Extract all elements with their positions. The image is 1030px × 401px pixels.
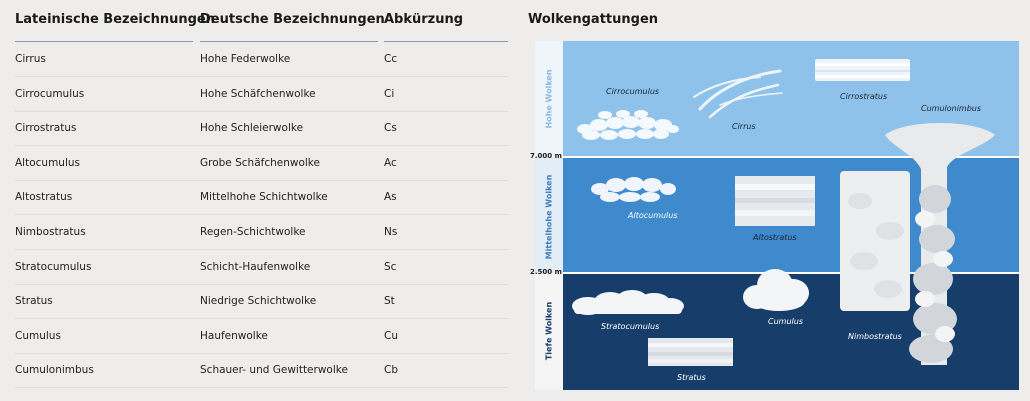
cell-latin: Altostratus — [15, 191, 73, 203]
header-underline — [15, 41, 193, 42]
cell-latin: Altocumulus — [15, 157, 80, 169]
nimbostratus-cloud-icon — [840, 171, 910, 311]
cell-german: Niedrige Schichtwolke — [200, 295, 317, 307]
stratocumulus-cloud-icon — [570, 288, 685, 316]
cell-abbreviation: St — [384, 295, 395, 307]
cell-german: Regen-Schichtwolke — [200, 226, 306, 238]
row-divider — [15, 249, 508, 250]
label-altostratus: Altostratus — [753, 233, 797, 242]
cell-abbreviation: Cc — [384, 53, 398, 65]
cell-latin: Nimbostratus — [15, 226, 86, 238]
label-cirrocumulus: Cirrocumulus — [606, 87, 660, 96]
cell-latin: Cumulus — [15, 330, 61, 342]
row-divider — [15, 214, 508, 215]
cell-abbreviation: Cb — [384, 364, 398, 376]
header-latin: Lateinische Bezeichnungen — [15, 12, 215, 27]
stratus-cloud-icon — [648, 338, 733, 366]
label-cumulus: Cumulus — [768, 317, 803, 326]
cell-german: Mittelhohe Schichtwolke — [200, 191, 328, 203]
altocumulus-cloud-icon — [590, 173, 676, 205]
cell-abbreviation: Sc — [384, 261, 397, 273]
altitude-label-upper: 7.000 m — [530, 152, 562, 160]
row-divider — [15, 387, 508, 388]
cell-german: Haufenwolke — [200, 330, 268, 342]
row-divider — [15, 180, 508, 181]
label-altocumulus: Altocumulus — [628, 211, 678, 220]
cell-abbreviation: Ac — [384, 157, 397, 169]
row-divider — [15, 353, 508, 354]
cloud-diagram — [530, 41, 1019, 390]
header-abbreviation: Abkürzung — [384, 12, 464, 27]
cell-german: Hohe Schleierwolke — [200, 122, 304, 134]
row-divider — [15, 111, 508, 112]
header-underline — [200, 41, 378, 42]
row-divider — [15, 318, 508, 319]
cell-german: Grobe Schäfchenwolke — [200, 157, 320, 169]
cell-abbreviation: Cu — [384, 330, 398, 342]
header-german: Deutsche Bezeichnungen — [200, 12, 385, 27]
diagram-title: Wolkengattungen — [528, 12, 659, 27]
cell-latin: Cirrus — [15, 53, 46, 65]
label-cumulonimbus: Cumulonimbus — [921, 104, 982, 113]
cell-abbreviation: As — [384, 191, 397, 203]
row-divider — [15, 284, 508, 285]
cirrus-cloud-icon — [690, 67, 785, 122]
header-underline — [384, 41, 508, 42]
cell-latin: Cirrostratus — [15, 122, 77, 134]
cell-latin: Cumulonimbus — [15, 364, 94, 376]
band-label-high: Hohe Wolken — [544, 69, 554, 129]
cell-latin: Stratus — [15, 295, 53, 307]
label-stratocumulus: Stratocumulus — [601, 322, 660, 331]
cell-abbreviation: Cs — [384, 122, 397, 134]
cell-latin: Cirrocumulus — [15, 88, 85, 100]
cell-german: Hohe Federwolke — [200, 53, 291, 65]
label-cirrus: Cirrus — [732, 122, 756, 131]
label-cirrostratus: Cirrostratus — [840, 92, 888, 101]
cell-latin: Stratocumulus — [15, 261, 92, 273]
label-stratus: Stratus — [677, 373, 706, 382]
row-divider — [15, 145, 508, 146]
cell-abbreviation: Ci — [384, 88, 395, 100]
cirrostratus-cloud-icon — [815, 55, 910, 83]
cell-german: Schicht-Haufenwolke — [200, 261, 311, 273]
altitude-label-lower: 2.500 m — [530, 268, 562, 276]
label-nimbostratus: Nimbostratus — [848, 332, 902, 341]
altostratus-cloud-icon — [735, 176, 815, 226]
row-divider — [15, 76, 508, 77]
band-label-mid: Mittelhohe Wolken — [544, 174, 554, 260]
cell-german: Hohe Schäfchenwolke — [200, 88, 316, 100]
cell-abbreviation: Ns — [384, 226, 398, 238]
cell-german: Schauer- und Gewitterwolke — [200, 364, 348, 376]
cirrocumulus-cloud-icon — [575, 101, 680, 143]
band-label-low: Tiefe Wolken — [544, 301, 554, 361]
cumulus-cloud-icon — [743, 263, 813, 313]
